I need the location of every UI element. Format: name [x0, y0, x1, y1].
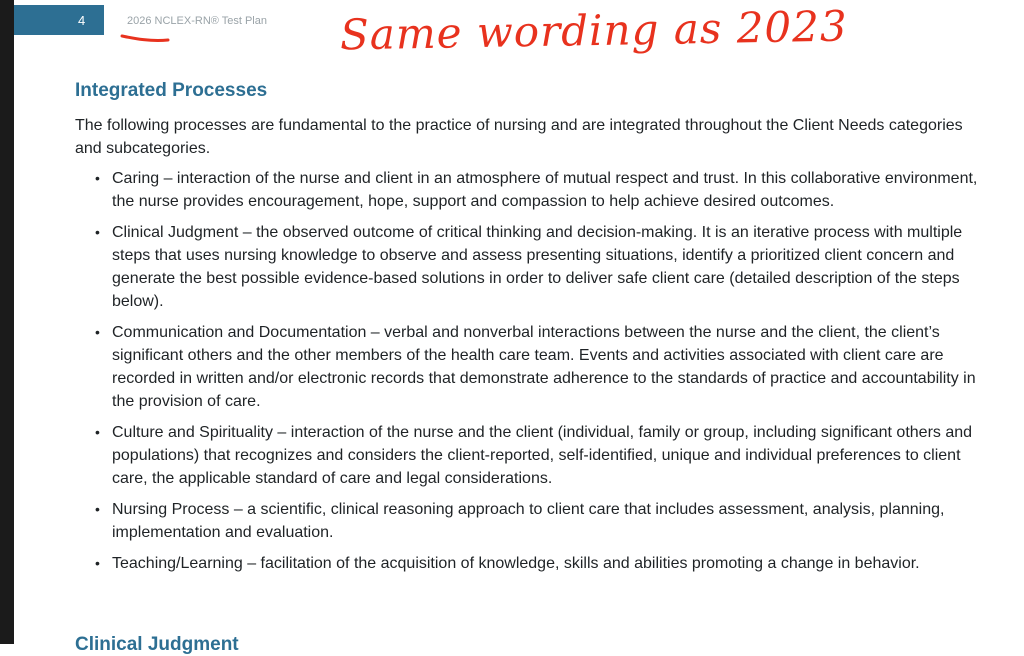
bullet-icon: • — [95, 424, 100, 440]
page-number-bar — [14, 5, 104, 35]
list-item — [95, 221, 985, 313]
handwritten-annotation: Same wording as 2023 — [339, 1, 848, 60]
document-header-title: 2026 NCLEX-RN® Test Plan — [127, 15, 267, 27]
process-list — [95, 167, 985, 583]
bullet-icon: • — [95, 224, 100, 240]
bullet-icon: • — [95, 324, 100, 340]
viewer-left-edge — [0, 0, 14, 644]
list-item-text: Culture and Spirituality – interaction of the nurse and the client (individual, family or group, including significant others and populations) that recognizes and considers the client-reported, self-identified, unique and individual preferences to client care, the applicable standard of care and legal considerations. — [112, 424, 973, 487]
list-item — [95, 167, 985, 213]
list-item-text: Teaching/Learning – facilitation of the acquisition of knowledge, skills and abilities promoting a change in behavior. — [112, 555, 920, 572]
section-intro: The following processes are fundamental to the practice of nursing and are integrated throughout the Client Needs categories and subcategories. — [75, 117, 963, 157]
list-item-text: Clinical Judgment – the observed outcome of critical thinking and decision-making. It is an iterative process with multiple steps that uses nursing knowledge to observe and assess presenting situations, identify a prioritized client concern and generate the best possible evidence-based solutions in order to deliver safe client care (detailed description of the steps below). — [112, 224, 963, 310]
list-item — [95, 498, 985, 544]
list-item-text: Communication and Documentation – verbal and nonverbal interactions between the nurse and the client, the client’s significant others and the other members of the health care team. Events and activities associated with client care are recorded in written and/or electronic records that demonstrate adherence to the standards of practice and accountability in the provision of care. — [112, 324, 976, 410]
list-item — [95, 421, 985, 490]
section-title: Integrated Processes — [75, 80, 268, 101]
bullet-icon: • — [95, 501, 100, 517]
list-item-text: Caring – interaction of the nurse and client in an atmosphere of mutual respect and trust. In this collaborative environment, the nurse provides encouragement, hope, support and compassion to help achieve desired outcomes. — [112, 170, 978, 210]
next-section-title: Clinical Judgment — [75, 634, 239, 655]
bullet-icon: • — [95, 555, 100, 571]
list-item — [95, 321, 985, 413]
list-item-text: Nursing Process – a scientific, clinical reasoning approach to client care that includes assessment, analysis, planning, implementation and evaluation. — [112, 501, 945, 541]
list-item — [95, 552, 985, 575]
bullet-icon: • — [95, 170, 100, 186]
page-number: 4 — [78, 13, 86, 28]
